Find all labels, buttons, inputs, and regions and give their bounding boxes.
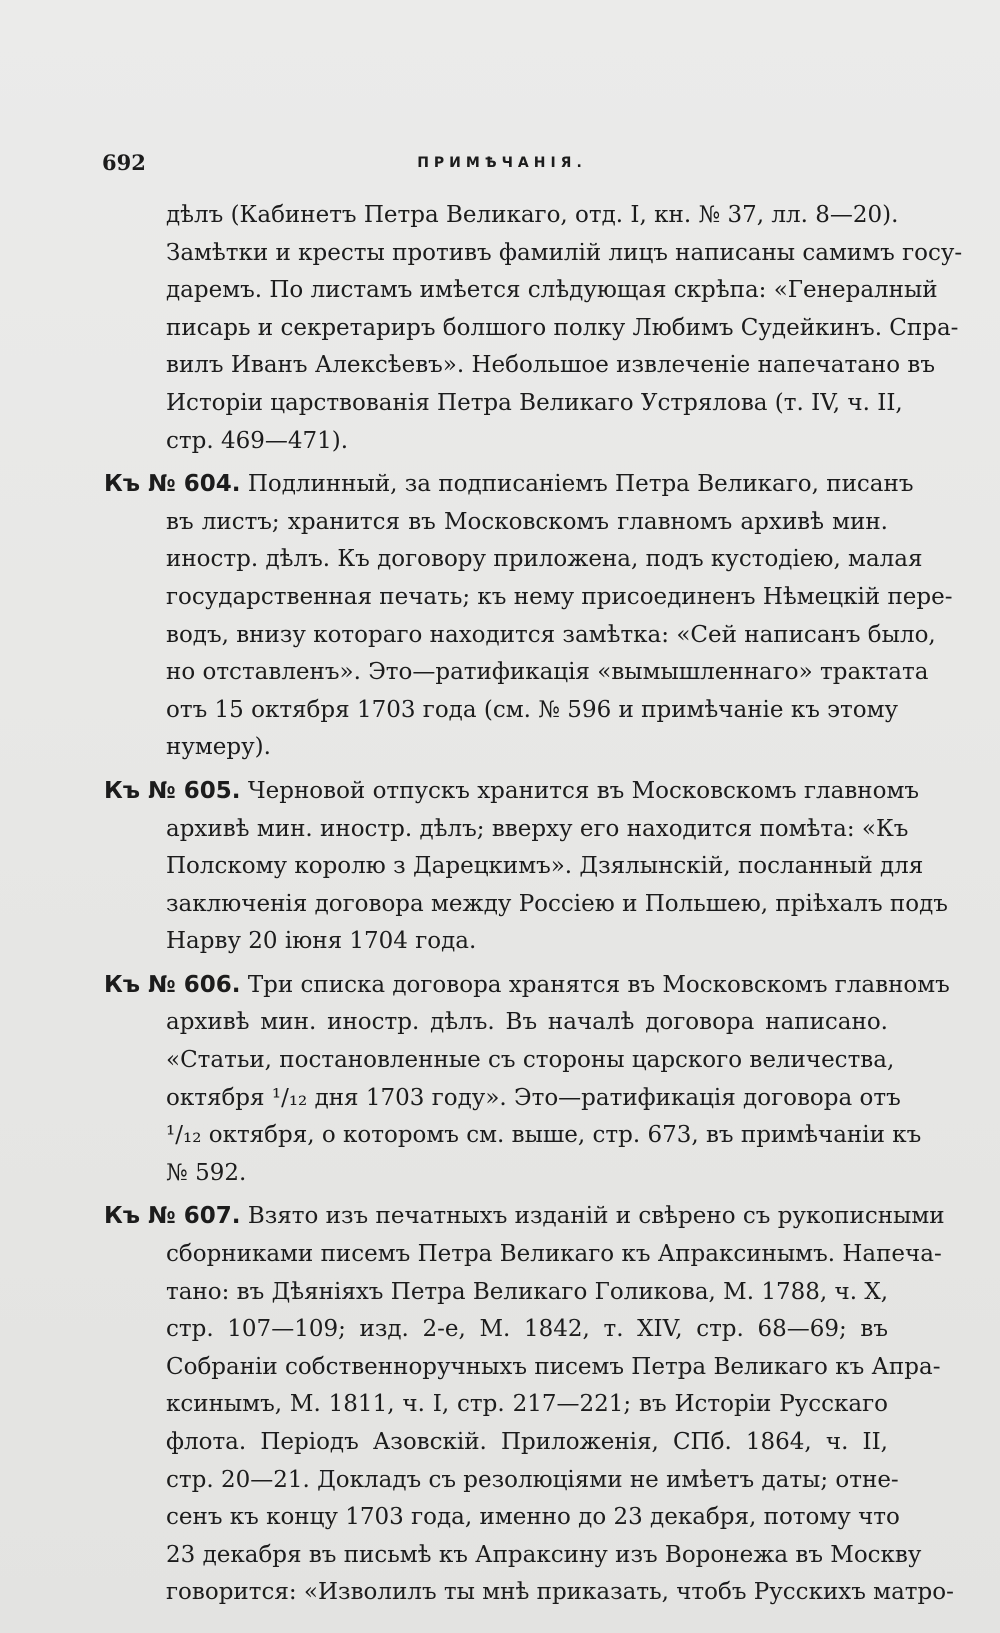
- text-line: Полскому королю з Дарецкимъ». Дзялынскій, посланный для: [166, 853, 924, 880]
- note-first-line: [104, 967, 950, 1005]
- page-header: [102, 150, 894, 180]
- text-line: флота. Періодъ Азовскій. Приложенія, СПб. 1864, ч. II,: [166, 1429, 888, 1455]
- page-number: 692: [102, 150, 146, 175]
- text-line: № 592.: [166, 1159, 247, 1186]
- text-line: государственная печать; къ нему присоединенъ Нѣмецкій пере-: [166, 583, 953, 610]
- text-line: иностр. дѣлъ. Къ договору приложена, подъ кустодіею, малая: [166, 546, 923, 573]
- note-label: Къ № 605.: [104, 777, 241, 804]
- text-line: водъ, внизу котораго находится замѣтка: «Сей написанъ было,: [166, 621, 936, 648]
- text-line: архивѣ мин. иностр. дѣлъ; вверху его находится помѣта: «Къ: [166, 815, 909, 842]
- text-line: Замѣтки и кресты противъ фамилій лицъ написаны самимъ госу-: [166, 239, 963, 266]
- text-line: но отставленъ». Это—ратификація «вымышленнаго» трактата: [166, 659, 929, 686]
- text-line: заключенія договора между Россіею и Польшею, пріѣхалъ подъ: [166, 890, 948, 917]
- text-line: стр. 107—109; изд. 2-е, М. 1842, т. XIV, стр. 68—69; въ: [166, 1316, 888, 1343]
- note-607: [104, 1198, 954, 1612]
- note-label: Къ № 607.: [104, 1203, 241, 1230]
- text-line: Черновой отпускъ хранится въ Московскомъ главномъ: [247, 777, 919, 804]
- text-line: нумеру).: [166, 734, 271, 761]
- text-line: Исторіи царствованія Петра Великаго Устрялова (т. IV, ч. II,: [166, 389, 903, 416]
- text-line: отъ 15 октября 1703 года (см. № 596 и примѣчаніе къ этому: [166, 696, 899, 723]
- text-line: дѣлъ (Кабинетъ Петра Великаго, отд. I, кн. № 37, лл. 8—20).: [166, 202, 899, 228]
- note-first-line: [104, 1198, 945, 1236]
- text-line: говорится: «Изволилъ ты мнѣ приказать, чтобъ Русскихъ матро-: [166, 1579, 954, 1606]
- text-line: стр. 20—21. Докладъ съ резолюціями не имѣетъ даты; отне-: [166, 1466, 899, 1493]
- running-title: ПРИМѢЧАНІЯ.: [417, 155, 587, 171]
- text-line: тано: въ Дѣяніяхъ Петра Великаго Голикова, М. 1788, ч. X,: [166, 1278, 889, 1305]
- text-line: 23 декабря въ письмѣ къ Апраксину изъ Воронежа въ Москву: [166, 1541, 922, 1568]
- text-line: Нарву 20 іюня 1704 года.: [166, 928, 477, 955]
- note-continuation: [104, 197, 963, 460]
- text-line: стр. 469—471).: [166, 427, 349, 454]
- text-line: вилъ Иванъ Алексѣевъ». Небольшое извлеченіе напечатано въ: [166, 352, 936, 379]
- note-label: Къ № 606.: [104, 971, 241, 998]
- text-line: октября ¹/₁₂ дня 1703 году». Это—ратификація договора отъ: [166, 1084, 901, 1111]
- note-606: [104, 967, 950, 1193]
- text-line: «Статьи, постановленные съ стороны царского величества,: [166, 1047, 895, 1074]
- text-line: въ листъ; хранится въ Московскомъ главномъ архивѣ мин.: [166, 508, 888, 535]
- text-line: Взято изъ печатныхъ изданій и свѣрено съ рукописными: [247, 1203, 945, 1230]
- note-605: [104, 773, 948, 961]
- text-line: Собраніи собственноручныхъ писемъ Петра Великаго къ Апра-: [166, 1353, 941, 1380]
- note-first-line: [104, 773, 919, 811]
- text-line: писарь и секретариръ болшого полку Любимъ Судейкинъ. Спра-: [166, 314, 959, 341]
- text-line: ксинымъ, М. 1811, ч. I, стр. 217—221; въ Исторіи Русскаго: [166, 1391, 888, 1418]
- note-first-line: [104, 466, 914, 504]
- note-label: Къ № 604.: [104, 471, 241, 498]
- text-line: даремъ. По листамъ имѣется слѣдующая скрѣпа: «Генералный: [166, 277, 938, 304]
- text-line: Подлинный, за подписаніемъ Петра Великаго, писанъ: [247, 471, 914, 498]
- note-604: [104, 466, 953, 767]
- notes-body: [104, 197, 963, 1618]
- text-line: сенъ къ концу 1703 года, именно до 23 декабря, потому что: [166, 1504, 900, 1531]
- text-line: ¹/₁₂ октября, о которомъ см. выше, стр. 673, въ примѣчаніи къ: [166, 1122, 922, 1149]
- text-line: сборниками писемъ Петра Великаго къ Апраксинымъ. Напеча-: [166, 1241, 942, 1268]
- text-line: Три списка договора хранятся въ Московскомъ главномъ: [247, 971, 950, 998]
- text-line: архивѣ мин. иностр. дѣлъ. Въ началѣ договора написано.: [166, 1009, 888, 1036]
